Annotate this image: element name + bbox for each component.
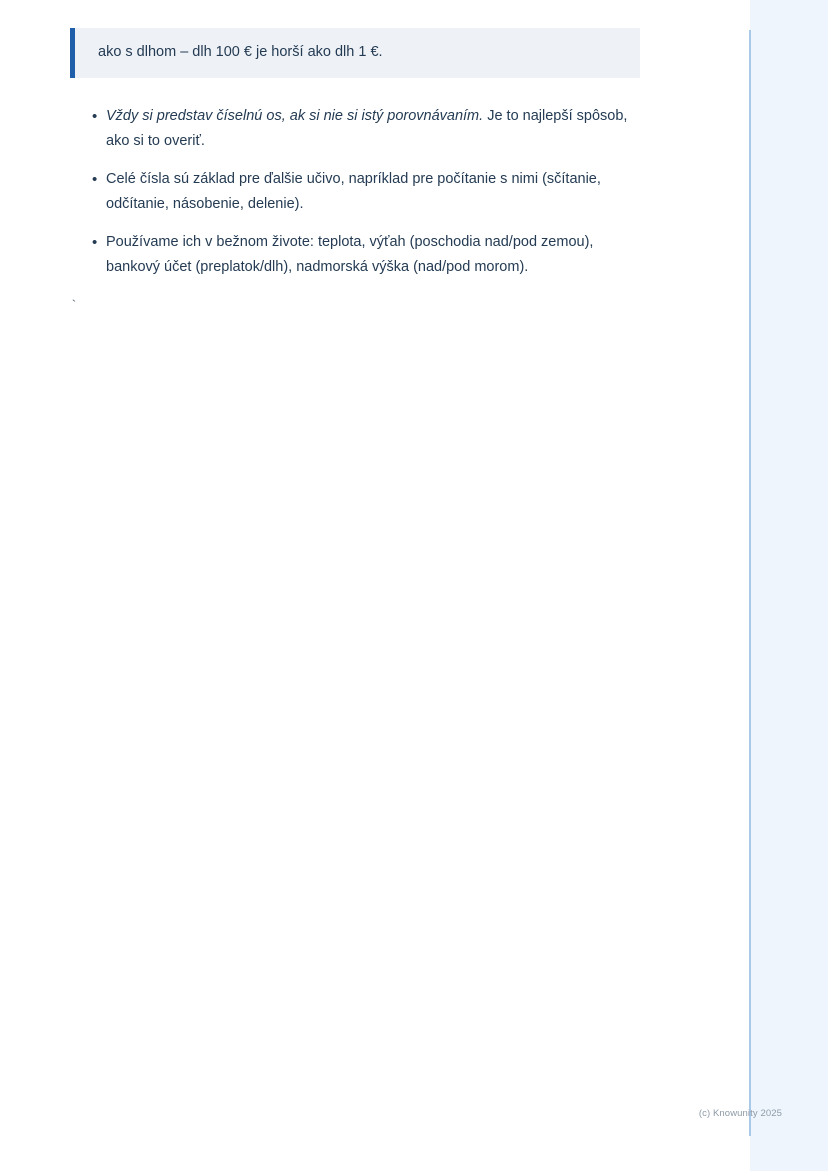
- page-edge-divider: [749, 30, 751, 1136]
- list-item-text: Celé čísla sú základ pre ďalšie učivo, napríklad pre počítanie s nimi (sčítanie, odčítanie, násobenie, delenie).: [106, 170, 601, 212]
- list-item: [92, 104, 650, 154]
- document-content: [70, 28, 650, 312]
- callout-text: ako s dlhom – dlh 100 € je horší ako dlh 1 €.: [98, 44, 383, 60]
- list-item-emphasis: Vždy si predstav číselnú os, ak si nie si istý porovnávaním.: [106, 108, 484, 125]
- list-item-text: Používame ich v bežnom živote: teplota, výťah (poschodia nad/pod zemou), bankový účet (preplatok/dlh), nadmorská výška (nad/pod morom).: [106, 233, 594, 275]
- list-item: [92, 167, 650, 217]
- bullet-list: [70, 104, 650, 280]
- list-item-text: Je to najlepší spôsob, ako si to overiť.: [106, 108, 628, 149]
- stray-backtick: `: [70, 297, 78, 313]
- page-right-gutter: [750, 0, 828, 1171]
- callout-accent-bar: [70, 28, 75, 78]
- callout-block: [70, 28, 640, 78]
- list-item: [92, 230, 650, 280]
- footer-credit: (c) Knowunity 2025: [698, 1108, 782, 1119]
